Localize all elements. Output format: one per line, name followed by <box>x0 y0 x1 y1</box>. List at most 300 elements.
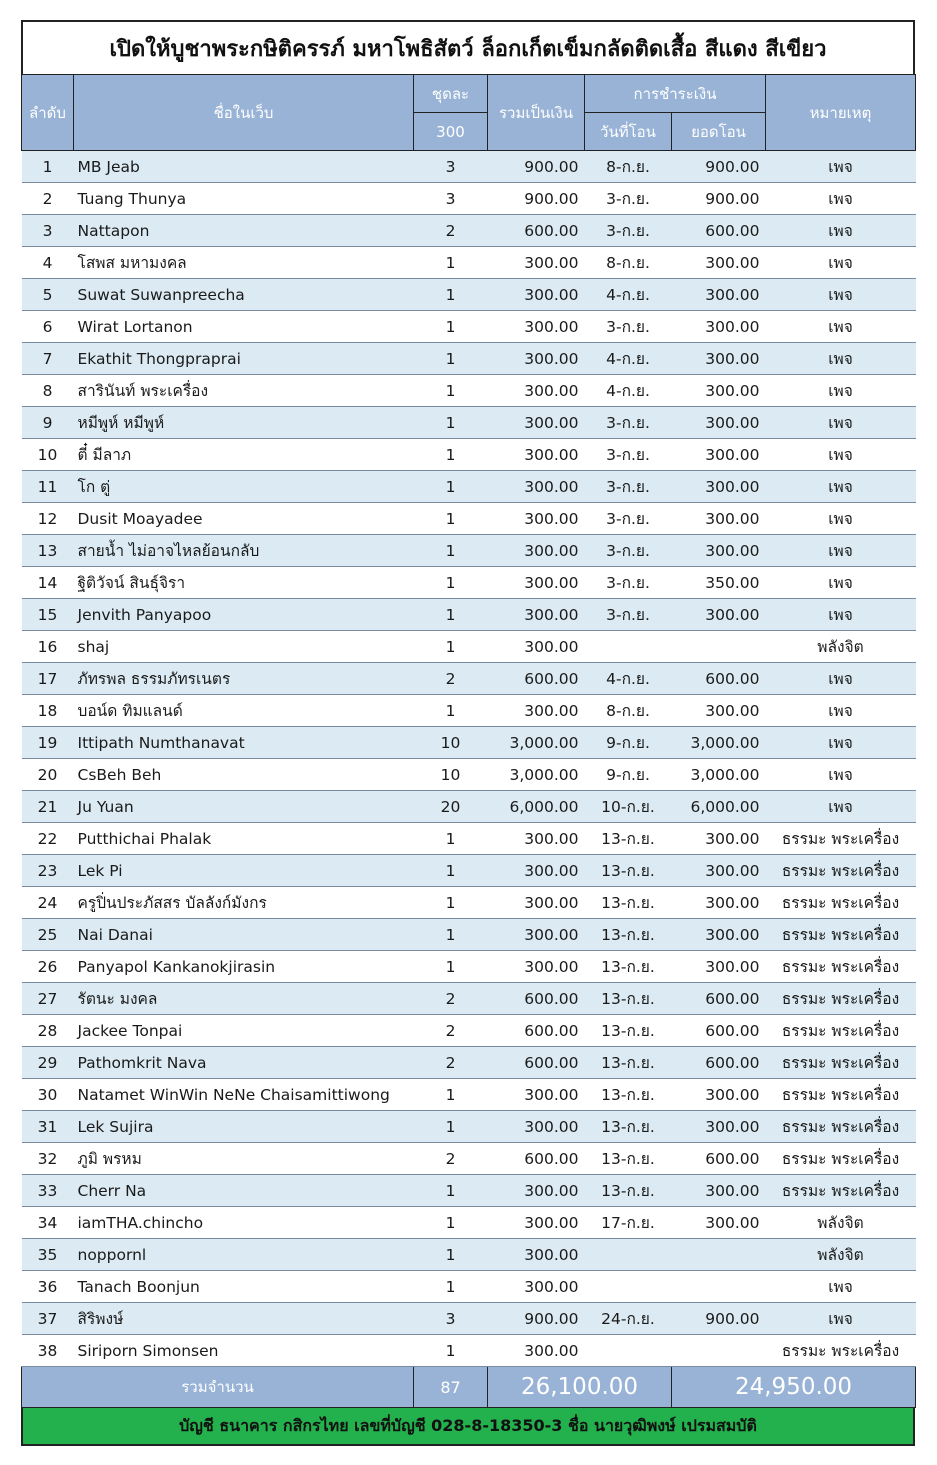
row-amount: 300.00 <box>488 1271 585 1303</box>
row-number: 10 <box>22 439 74 471</box>
row-transfer-date: 13-ก.ย. <box>585 1015 672 1047</box>
row-transfer-date: 3-ก.ย. <box>585 535 672 567</box>
table-row <box>22 855 916 887</box>
row-name: หมีพูห์ หมีพูห์ <box>74 407 414 439</box>
row-name: บอน์ด ทิมแลนด์ <box>74 695 414 727</box>
row-sets: 3 <box>414 1303 488 1335</box>
row-transfer-date: 13-ก.ย. <box>585 1111 672 1143</box>
table-row <box>22 1207 916 1239</box>
row-name: Lek Pi <box>74 855 414 887</box>
row-transfer-date <box>585 631 672 663</box>
row-number: 24 <box>22 887 74 919</box>
row-name: MB Jeab <box>74 151 414 183</box>
row-transfer-date: 3-ก.ย. <box>585 471 672 503</box>
row-transfer-date: 9-ก.ย. <box>585 727 672 759</box>
header-payment: การชำระเงิน <box>585 75 766 113</box>
row-amount: 600.00 <box>488 663 585 695</box>
row-paid-amount <box>672 1271 766 1303</box>
row-transfer-date: 10-ก.ย. <box>585 791 672 823</box>
row-sets: 1 <box>414 1175 488 1207</box>
row-note: เพจ <box>766 695 916 727</box>
row-note: เพจ <box>766 663 916 695</box>
row-amount: 300.00 <box>488 631 585 663</box>
table-row <box>22 1015 916 1047</box>
row-note: เพจ <box>766 311 916 343</box>
row-paid-amount: 3,000.00 <box>672 727 766 759</box>
table-row <box>22 791 916 823</box>
table-row <box>22 1047 916 1079</box>
row-sets: 10 <box>414 727 488 759</box>
row-sets: 1 <box>414 247 488 279</box>
row-paid-amount <box>672 1335 766 1367</box>
row-sets: 1 <box>414 567 488 599</box>
row-amount: 3,000.00 <box>488 727 585 759</box>
row-transfer-date: 13-ก.ย. <box>585 1079 672 1111</box>
row-sets: 1 <box>414 631 488 663</box>
row-note: เพจ <box>766 567 916 599</box>
row-sets: 1 <box>414 1079 488 1111</box>
table-row <box>22 695 916 727</box>
row-paid-amount: 300.00 <box>672 823 766 855</box>
row-number: 1 <box>22 151 74 183</box>
row-number: 8 <box>22 375 74 407</box>
row-number: 20 <box>22 759 74 791</box>
row-name: Panyapol Kankanokjirasin <box>74 951 414 983</box>
table-row <box>22 407 916 439</box>
row-note: เพจ <box>766 791 916 823</box>
row-sets: 2 <box>414 983 488 1015</box>
table-row <box>22 343 916 375</box>
bank-account-info: บัญชี ธนาคาร กสิกรไทย เลขที่บัญชี 028-8-18350-3 ชื่อ นายวุฒิพงษ์ เปรมสมบัติ <box>21 1408 915 1446</box>
header-name: ชื่อในเว็บ <box>74 75 414 151</box>
row-number: 37 <box>22 1303 74 1335</box>
table-row <box>22 919 916 951</box>
row-name: Cherr Na <box>74 1175 414 1207</box>
row-amount: 300.00 <box>488 599 585 631</box>
row-name: ตี๋ มีลาภ <box>74 439 414 471</box>
row-transfer-date: 13-ก.ย. <box>585 983 672 1015</box>
row-transfer-date: 17-ก.ย. <box>585 1207 672 1239</box>
row-paid-amount: 3,000.00 <box>672 759 766 791</box>
row-amount: 600.00 <box>488 983 585 1015</box>
row-name: รัตนะ มงคล <box>74 983 414 1015</box>
row-name: โก ตู่ <box>74 471 414 503</box>
row-paid-amount: 600.00 <box>672 1015 766 1047</box>
row-paid-amount: 300.00 <box>672 439 766 471</box>
row-note: เพจ <box>766 375 916 407</box>
header-sets-line2: 300 <box>414 113 488 151</box>
row-note: เพจ <box>766 183 916 215</box>
row-paid-amount: 300.00 <box>672 951 766 983</box>
header-paid: ยอดโอน <box>672 113 766 151</box>
row-name: สายน้ำ ไม่อาจไหลย้อนกลับ <box>74 535 414 567</box>
row-sets: 1 <box>414 951 488 983</box>
table-row <box>22 215 916 247</box>
row-note: เพจ <box>766 727 916 759</box>
row-note: เพจ <box>766 759 916 791</box>
row-transfer-date: 24-ก.ย. <box>585 1303 672 1335</box>
row-sets: 1 <box>414 375 488 407</box>
table-row <box>22 1175 916 1207</box>
row-paid-amount: 600.00 <box>672 983 766 1015</box>
row-paid-amount: 300.00 <box>672 1175 766 1207</box>
row-paid-amount: 300.00 <box>672 1079 766 1111</box>
row-transfer-date: 13-ก.ย. <box>585 919 672 951</box>
row-note: ธรรมะ พระเครื่อง <box>766 887 916 919</box>
row-name: CsBeh Beh <box>74 759 414 791</box>
table-row <box>22 183 916 215</box>
row-note: ธรรมะ พระเครื่อง <box>766 1111 916 1143</box>
row-sets: 1 <box>414 311 488 343</box>
row-sets: 1 <box>414 695 488 727</box>
table-row <box>22 887 916 919</box>
sheet-title: เปิดให้บูชาพระกษิติครรภ์ มหาโพธิสัตว์ ล็อกเก็ตเข็มกลัดติดเสื้อ สีแดง สีเขียว <box>21 20 915 74</box>
row-paid-amount: 600.00 <box>672 1143 766 1175</box>
row-amount: 600.00 <box>488 215 585 247</box>
row-number: 34 <box>22 1207 74 1239</box>
row-amount: 300.00 <box>488 823 585 855</box>
row-name: สิริพงษ์ <box>74 1303 414 1335</box>
row-sets: 2 <box>414 1143 488 1175</box>
row-transfer-date: 3-ก.ย. <box>585 183 672 215</box>
row-amount: 300.00 <box>488 535 585 567</box>
row-transfer-date: 13-ก.ย. <box>585 1143 672 1175</box>
row-sets: 20 <box>414 791 488 823</box>
spreadsheet <box>21 20 915 1446</box>
row-note: เพจ <box>766 407 916 439</box>
row-transfer-date: 8-ก.ย. <box>585 151 672 183</box>
row-name: Ekathit Thongpraprai <box>74 343 414 375</box>
table-row <box>22 1143 916 1175</box>
row-note: ธรรมะ พระเครื่อง <box>766 1143 916 1175</box>
row-paid-amount <box>672 631 766 663</box>
row-paid-amount: 350.00 <box>672 567 766 599</box>
orders-table <box>21 74 916 1408</box>
row-paid-amount: 300.00 <box>672 279 766 311</box>
row-paid-amount: 300.00 <box>672 471 766 503</box>
table-row <box>22 503 916 535</box>
row-sets: 1 <box>414 439 488 471</box>
row-name: Jackee Tonpai <box>74 1015 414 1047</box>
table-row <box>22 951 916 983</box>
row-paid-amount: 300.00 <box>672 695 766 727</box>
row-sets: 1 <box>414 407 488 439</box>
row-name: ภัทรพล ธรรมภัทรเนตร <box>74 663 414 695</box>
row-paid-amount: 300.00 <box>672 535 766 567</box>
row-amount: 300.00 <box>488 311 585 343</box>
row-amount: 300.00 <box>488 247 585 279</box>
row-sets: 1 <box>414 1239 488 1271</box>
row-name: Ittipath Numthanavat <box>74 727 414 759</box>
header-note: หมายเหตุ <box>766 75 916 151</box>
row-amount: 300.00 <box>488 343 585 375</box>
row-paid-amount: 300.00 <box>672 503 766 535</box>
row-amount: 300.00 <box>488 695 585 727</box>
row-paid-amount: 300.00 <box>672 311 766 343</box>
row-amount: 300.00 <box>488 503 585 535</box>
table-row <box>22 759 916 791</box>
row-note: ธรรมะ พระเครื่อง <box>766 823 916 855</box>
row-name: Natamet WinWin NeNe Chaisamittiwong <box>74 1079 414 1111</box>
row-note: ธรรมะ พระเครื่อง <box>766 951 916 983</box>
row-transfer-date: 13-ก.ย. <box>585 951 672 983</box>
row-amount: 300.00 <box>488 1207 585 1239</box>
row-transfer-date: 13-ก.ย. <box>585 887 672 919</box>
row-amount: 300.00 <box>488 1239 585 1271</box>
row-sets: 1 <box>414 343 488 375</box>
header-total: รวมเป็นเงิน <box>488 75 585 151</box>
row-note: ธรรมะ พระเครื่อง <box>766 855 916 887</box>
row-note: ธรรมะ พระเครื่อง <box>766 1079 916 1111</box>
row-amount: 300.00 <box>488 439 585 471</box>
row-amount: 900.00 <box>488 151 585 183</box>
row-amount: 3,000.00 <box>488 759 585 791</box>
row-paid-amount: 900.00 <box>672 183 766 215</box>
table-row <box>22 311 916 343</box>
row-name: Nai Danai <box>74 919 414 951</box>
table-row <box>22 983 916 1015</box>
row-paid-amount: 600.00 <box>672 663 766 695</box>
row-amount: 300.00 <box>488 375 585 407</box>
row-sets: 2 <box>414 1047 488 1079</box>
row-amount: 300.00 <box>488 1079 585 1111</box>
table-row <box>22 151 916 183</box>
row-amount: 300.00 <box>488 471 585 503</box>
row-number: 11 <box>22 471 74 503</box>
table-row <box>22 823 916 855</box>
row-amount: 900.00 <box>488 183 585 215</box>
row-sets: 1 <box>414 279 488 311</box>
row-note: พลังจิต <box>766 631 916 663</box>
row-amount: 300.00 <box>488 887 585 919</box>
row-number: 32 <box>22 1143 74 1175</box>
row-amount: 6,000.00 <box>488 791 585 823</box>
row-number: 28 <box>22 1015 74 1047</box>
row-number: 17 <box>22 663 74 695</box>
row-number: 12 <box>22 503 74 535</box>
row-number: 18 <box>22 695 74 727</box>
row-name: Dusit Moayadee <box>74 503 414 535</box>
row-amount: 300.00 <box>488 407 585 439</box>
row-note: เพจ <box>766 1303 916 1335</box>
row-paid-amount: 300.00 <box>672 1207 766 1239</box>
row-transfer-date: 4-ก.ย. <box>585 663 672 695</box>
row-name: สารินันท์ พระเครื่อง <box>74 375 414 407</box>
row-sets: 3 <box>414 151 488 183</box>
row-transfer-date <box>585 1239 672 1271</box>
table-row <box>22 1111 916 1143</box>
row-paid-amount: 300.00 <box>672 855 766 887</box>
row-sets: 1 <box>414 503 488 535</box>
row-note: ธรรมะ พระเครื่อง <box>766 1175 916 1207</box>
header-date: วันที่โอน <box>585 113 672 151</box>
row-amount: 300.00 <box>488 855 585 887</box>
row-transfer-date: 8-ก.ย. <box>585 695 672 727</box>
row-name: Putthichai Phalak <box>74 823 414 855</box>
row-name: Jenvith Panyapoo <box>74 599 414 631</box>
row-amount: 300.00 <box>488 951 585 983</box>
row-transfer-date: 3-ก.ย. <box>585 503 672 535</box>
row-amount: 600.00 <box>488 1047 585 1079</box>
row-transfer-date: 3-ก.ย. <box>585 599 672 631</box>
row-note: ธรรมะ พระเครื่อง <box>766 919 916 951</box>
row-note: เพจ <box>766 599 916 631</box>
row-sets: 2 <box>414 663 488 695</box>
row-name: Suwat Suwanpreecha <box>74 279 414 311</box>
row-name: ฐิติวัจน์ สินธุ์จิรา <box>74 567 414 599</box>
row-name: Lek Sujira <box>74 1111 414 1143</box>
row-note: เพจ <box>766 471 916 503</box>
row-transfer-date: 3-ก.ย. <box>585 215 672 247</box>
row-amount: 300.00 <box>488 567 585 599</box>
row-transfer-date: 3-ก.ย. <box>585 407 672 439</box>
row-note: พลังจิต <box>766 1207 916 1239</box>
row-number: 4 <box>22 247 74 279</box>
row-amount: 600.00 <box>488 1015 585 1047</box>
row-paid-amount: 300.00 <box>672 1111 766 1143</box>
row-sets: 1 <box>414 535 488 567</box>
row-number: 29 <box>22 1047 74 1079</box>
row-note: เพจ <box>766 215 916 247</box>
row-amount: 300.00 <box>488 919 585 951</box>
row-transfer-date: 8-ก.ย. <box>585 247 672 279</box>
table-row <box>22 1271 916 1303</box>
row-number: 25 <box>22 919 74 951</box>
row-sets: 1 <box>414 1111 488 1143</box>
row-sets: 2 <box>414 215 488 247</box>
row-amount: 300.00 <box>488 279 585 311</box>
row-transfer-date: 3-ก.ย. <box>585 439 672 471</box>
totals-sets: 87 <box>414 1367 488 1408</box>
row-paid-amount: 300.00 <box>672 375 766 407</box>
row-number: 15 <box>22 599 74 631</box>
row-transfer-date: 13-ก.ย. <box>585 855 672 887</box>
row-name: ครูปิ่นประภัสสร บัลลังก์มังกร <box>74 887 414 919</box>
row-paid-amount: 900.00 <box>672 1303 766 1335</box>
table-row <box>22 567 916 599</box>
row-note: เพจ <box>766 1271 916 1303</box>
row-name: โสพส มหามงคล <box>74 247 414 279</box>
row-paid-amount: 300.00 <box>672 407 766 439</box>
row-name: Nattapon <box>74 215 414 247</box>
row-amount: 300.00 <box>488 1335 585 1367</box>
row-paid-amount: 600.00 <box>672 215 766 247</box>
totals-amount: 26,100.00 <box>488 1367 672 1408</box>
row-note: ธรรมะ พระเครื่อง <box>766 1047 916 1079</box>
table-row <box>22 663 916 695</box>
row-paid-amount: 300.00 <box>672 887 766 919</box>
row-name: noppornl <box>74 1239 414 1271</box>
row-sets: 1 <box>414 887 488 919</box>
row-transfer-date: 3-ก.ย. <box>585 567 672 599</box>
row-sets: 2 <box>414 1015 488 1047</box>
row-amount: 600.00 <box>488 1143 585 1175</box>
row-number: 31 <box>22 1111 74 1143</box>
table-row <box>22 1335 916 1367</box>
row-number: 36 <box>22 1271 74 1303</box>
row-sets: 1 <box>414 1335 488 1367</box>
row-name: Pathomkrit Nava <box>74 1047 414 1079</box>
row-number: 22 <box>22 823 74 855</box>
row-name: Wirat Lortanon <box>74 311 414 343</box>
row-note: เพจ <box>766 343 916 375</box>
row-number: 26 <box>22 951 74 983</box>
row-number: 30 <box>22 1079 74 1111</box>
row-amount: 300.00 <box>488 1175 585 1207</box>
row-name: iamTHA.chincho <box>74 1207 414 1239</box>
table-row <box>22 1239 916 1271</box>
row-paid-amount <box>672 1239 766 1271</box>
table-row <box>22 535 916 567</box>
row-number: 14 <box>22 567 74 599</box>
row-transfer-date: 4-ก.ย. <box>585 375 672 407</box>
row-transfer-date: 13-ก.ย. <box>585 823 672 855</box>
row-note: พลังจิต <box>766 1239 916 1271</box>
row-note: เพจ <box>766 535 916 567</box>
row-sets: 1 <box>414 1271 488 1303</box>
row-name: shaj <box>74 631 414 663</box>
row-amount: 900.00 <box>488 1303 585 1335</box>
row-number: 35 <box>22 1239 74 1271</box>
row-sets: 1 <box>414 471 488 503</box>
row-note: ธรรมะ พระเครื่อง <box>766 983 916 1015</box>
row-transfer-date: 3-ก.ย. <box>585 311 672 343</box>
row-paid-amount: 300.00 <box>672 919 766 951</box>
row-number: 3 <box>22 215 74 247</box>
totals-label: รวมจำนวน <box>22 1367 414 1408</box>
totals-paid: 24,950.00 <box>672 1367 916 1408</box>
row-number: 19 <box>22 727 74 759</box>
table-row <box>22 1303 916 1335</box>
row-note: เพจ <box>766 279 916 311</box>
table-row <box>22 727 916 759</box>
row-amount: 300.00 <box>488 1111 585 1143</box>
row-number: 2 <box>22 183 74 215</box>
row-name: ภูมิ พรหม <box>74 1143 414 1175</box>
table-row <box>22 1079 916 1111</box>
row-name: Tuang Thunya <box>74 183 414 215</box>
row-sets: 1 <box>414 1207 488 1239</box>
row-paid-amount: 600.00 <box>672 1047 766 1079</box>
row-note: ธรรมะ พระเครื่อง <box>766 1015 916 1047</box>
row-transfer-date <box>585 1271 672 1303</box>
row-number: 27 <box>22 983 74 1015</box>
row-transfer-date <box>585 1335 672 1367</box>
row-sets: 1 <box>414 599 488 631</box>
row-paid-amount: 300.00 <box>672 343 766 375</box>
row-sets: 1 <box>414 855 488 887</box>
row-paid-amount: 300.00 <box>672 247 766 279</box>
row-transfer-date: 4-ก.ย. <box>585 279 672 311</box>
row-paid-amount: 300.00 <box>672 599 766 631</box>
table-row <box>22 599 916 631</box>
row-transfer-date: 9-ก.ย. <box>585 759 672 791</box>
row-transfer-date: 13-ก.ย. <box>585 1175 672 1207</box>
row-transfer-date: 13-ก.ย. <box>585 1047 672 1079</box>
table-row <box>22 247 916 279</box>
table-row <box>22 375 916 407</box>
row-paid-amount: 900.00 <box>672 151 766 183</box>
row-sets: 1 <box>414 919 488 951</box>
row-number: 7 <box>22 343 74 375</box>
row-transfer-date: 4-ก.ย. <box>585 343 672 375</box>
row-note: ธรรมะ พระเครื่อง <box>766 1335 916 1367</box>
table-row <box>22 279 916 311</box>
row-note: เพจ <box>766 151 916 183</box>
header-no: ลำดับ <box>22 75 74 151</box>
row-name: Tanach Boonjun <box>74 1271 414 1303</box>
row-note: เพจ <box>766 247 916 279</box>
